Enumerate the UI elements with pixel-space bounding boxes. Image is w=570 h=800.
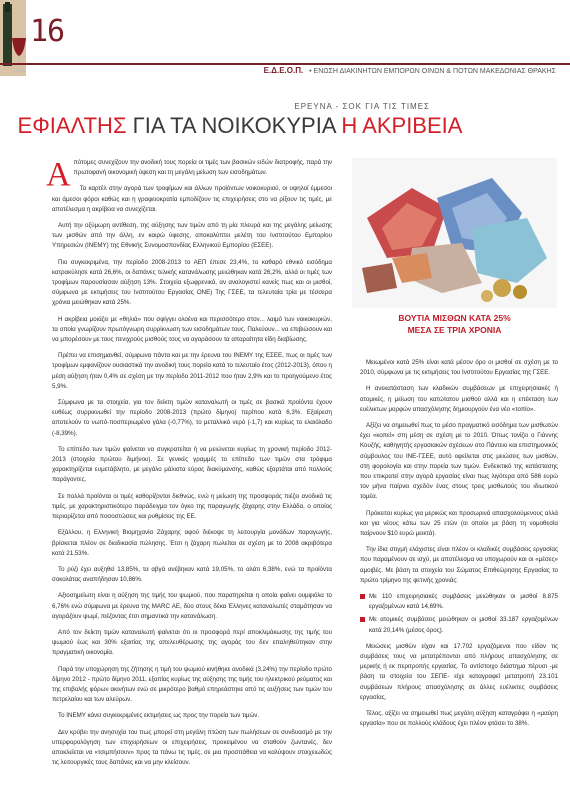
paragraph: Παρά την υποχώρηση της ζήτησης η τιμή του ψωμιού κινήθηκε ανοδικά (3,24%) την περίοδο πρώτο δίμηνο 2012 - πρώτο δίμηνο 2011, εξαιτίας κυρίως της αύξησης της τιμής του ηλεκτρικού ρεύματος και της επιβολής φόρων ακινήτων ενώ σε μικρότερο βαθμό επηρεάστηκε από τις αυξήσεις των τιμών του πετρελαίου και των αλεύρων. xyxy=(52,665,332,704)
paragraph: Πρόκειται κυρίως για μερικώς και προσωρινά απασχολούμενους αλλά και για νέους κάτω των 25 ετών (οι οποίοι με βάση τη νομοθεσία παίρνουν $10 ευρώ μεικτά). xyxy=(360,509,558,538)
paragraph: Από τον δείκτη τιμών καταναλωτή φαίνεται ότι οι προσφορά περί αποκλιμάκωσης της τιμής του ψωμιού έως και 30% εξαιτίας της απελευθέρωσης της αγοράς του δεν επαληθεύτηκαν στην πραγματική οικονομία. xyxy=(52,628,332,657)
page-header xyxy=(0,0,570,80)
paragraph: Το ΙΝΕΜΥ κάνει συγκεκριμένες εκτιμήσεις ως προς την πορεία των τιμών. xyxy=(58,712,260,720)
paragraph: Η ανεκατάσταση των κλαδικών συμβάσεων με επιχειρησιακές ή ατομικές, η μείωση του κατώτατου μισθού αλλά και η επέκταση των ευέλικτων μορφών απασχόλησης δημιουργούν ένα νέο «τοπίο». xyxy=(360,385,558,413)
paragraph: Εξάλλου, η Ελληνική Βιομηχανία Ζάχαρης αφού διέκοψε τη λειτουργία μονάδων παραγωγής, βρίσκεται πλέον σε διαδικασία πώλησης. Έτσι η ζάχαρη πωλείται σε σχέση με το 2008 ακριβότερα κατά 21,53%. xyxy=(52,529,332,557)
caption-line-1: ΒΟΥΤΙΑ ΜΙΣΘΩΝ ΚΑΤΑ 25% xyxy=(398,313,511,323)
header-divider xyxy=(0,63,570,65)
paragraph: Αυτή την οξύμωρη αντίθεση, της αύξησης των τιμών από τη μία πλευρά και της μεγάλης μείωσης των μισθών από την άλλη, εν καιρώ ύφεσης, αποκαλύπτει μελέτη του Ινστιτούτου Εμπορίου Υπηρεσιών (ΙΝΕΜΥ) της Εθνικής Συνομοσπονδίας Ελληνικού Εμπορίου (ΕΣΕΕ). xyxy=(52,222,332,250)
headline-part-1: ΕΦΙΑΛΤΗΣ xyxy=(17,113,127,138)
page-number: 16 xyxy=(30,14,65,49)
paragraph: Την ίδια στιγμή ελάχιστες είναι πλέον οι κλαδικές συμβάσεις εργασίας που παραμένουν σε ισχύ, με αποτέλεσμα να υποχωρούν και οι «μέσες» αμοιβές. Με βάση τα στοιχεία του Σώματος Επιθεώρησης Εργασίας το πρώτο τρίμηνο της φετινής χρονιάς: xyxy=(360,546,558,584)
headline-part-2: ΓΙΑ ΤΑ ΝΟΙΚΟΚΥΡΙΑ xyxy=(126,113,342,138)
drop-cap: Α xyxy=(46,156,71,193)
paragraph: Πιο συγκεκριμένα, την περίοδο 2008-2013 το ΑΕΠ έπεσε 23,4%, το καθαρό εθνικό εισόδημα κατρακύλησε κατά 26,6%, οι δαπάνες τελικής κατανάλωσης μειώθηκαν κατά 26,2%, αλλά οι τιμές των τροφίμων παρουσίασαν αύξηση 13%. Στοιχεία εξωφρενικά, αν αναλογιστεί κανείς πως και οι μισθοί, σύμφωνα με εκτιμήσεις του Ινστιτούτου Εργασίας ΟΝΕ) Της ΓΣΕΕ, τα τελευταία τρία με τέσσερα χρόνια μειώθηκαν κατά 25%. xyxy=(52,258,332,307)
headline-part-3: Η ΑΚΡΙΒΕΙΑ xyxy=(341,113,463,138)
article-left-column xyxy=(46,156,332,774)
paragraph: Αξίζει να σημειωθεί πως το μέσο πραγματικό εισόδημα των μισθωτών έχει «κοπεί» στη μέση σε σχέση με το 2010. Όπως τονίζει ο Γιάννης Κουζής, καθηγητής εργασιακών σχέσεων στο Πάντειο και επιστημονικός σύμβουλος του ΙΝΕ-ΓΣΕΕ, αυτό οφείλεται στις μειώσεις των μισθών, στη φορολογία και στην πορεία των τιμών. Ενδεικτικό της κατάστασης που επικρατεί στην αγορά εργασίας είναι πως λιγότερα από 586 ευρώ τον μήνα παίρνει σχεδόν ένας στους τρεις μισθωτούς του ιδιωτικού τομέα. xyxy=(360,422,558,501)
article-headline xyxy=(0,112,480,140)
publication-info xyxy=(264,66,556,75)
paragraph: Σε πολλά προϊόντα οι τιμές καθορίζονται διεθνώς, ενώ η μείωση της προσφοράς πιέζει ανοδικά τις τιμές, με χαρακτηριστικότερο παράδειγμα τον όγκο της παραγωγής ζάχαρης στην Ελλάδα, ο οποίος περιορίζεται από ποσοστώσεις και ρυθμίσεις της ΕΕ. xyxy=(52,492,332,521)
paragraph: Τέλος, αξίζει να σημειωθεί πως μεγάλη αύξηση καταγράφει η «μαύρη εργασία» που σε πολλούς κλάδους έχει πλέον φτάσει το 38%. xyxy=(360,710,558,728)
paragraph: Αξιοσημείωτη είναι η αύξηση της τιμής του ψωμιού, που παρατηρείται η οποία φαίνει ουμφιόλα το 6,76% ενώ σύμφωνα με έρευνα της MARC ΑΕ, δύο στους δέκα Έλληνες καταναλωτές σταμάτησαν να αγοράζουν ψωμί, πιέζοντας έτσι σημαντικά την κατανάλωση. xyxy=(52,592,332,620)
paragraph: Τα καρτέλ στην αγορά των τροφίμων και άλλων προϊόντων νοικοκυριού, οι υψηλοί έμμεσοι και άμεσοι φόροι καθώς και η γραφειοκρατία εμποδίζουν τις επιχειρήσεις στο να ρίξουν τις τιμές, με αποτέλεσμα η ακρίβεια να συνεχίζεται. xyxy=(52,185,332,213)
bullet-item: Με 110 επιχειρησιακές συμβάσεις μειώθηκαν οι μισθοί 8.875 εργαζομένων κατά 14,69%. xyxy=(360,592,558,612)
article-kicker: ΕΡΕΥΝΑ - ΣΟΚ ΓΙΑ ΤΙΣ ΤΙΜΕΣ xyxy=(294,102,430,111)
paragraph: Πρέπει να επισημανθεί, σύμφωνα πάντα και με την έρευνα του ΙΝΕΜΥ της ΕΣΕΕ, πως οι τιμές των τροφίμων εμφανίζουν ουσιαστικά την ανοδική τους πορεία κατά το τελευταίο έτος (2012-2013), όπου η μέση αύξηση ήταν 0,4% σε σχέση με την περίοδο 2011-2012 που ήταν 2,9% και το προηγούμενο έτος 5,9%. xyxy=(52,352,332,390)
paragraph: Σύμφωνα με τα στοιχεία, για τον δείκτη τιμών καταναλωτή οι τιμές σε βασικά προϊόντα έχουν ευθέως συρρικνωθεί την περίοδο 2008-2013 (πρώτο δίμηνο) περίπου κατά 6,3%. Εξαίρεση αποτελούν το νωπό-ποσπεριωμένο γάλα (-0,77%), το μεταλλικό νερό (-1,7) και κυρίως το ελαιόλαδο (-8,39%). xyxy=(52,399,332,437)
org-abbreviation: Ε.Δ.Ε.Ο.Π. xyxy=(263,66,304,75)
caption-line-2: ΜΕΣΑ ΣΕ ΤΡΙΑ ΧΡΟΝΙΑ xyxy=(407,325,502,335)
paragraph: Μειώσεις μισθών είχαν και 17.702 εργαζόμενοι που είδαν τις συμβάσεις τους να μετατρέπονται από πλήρους απασχόλησης σε μερικής ή εκ περιτροπής εργασίας. Το αντίστοιχο διάστημα πέρυσι -με βάση τα στοιχεία του ΣΕΠΕ- είχε καταγραφεί μετατροπή 23.101 συμβάσεων πλήρους απασχόλησης σε άλλες ευέλικτες συμβάσεις εργασίας. xyxy=(360,642,558,701)
paragraph: Το ρύζι έχει αυξηθεί 13,85%, τα αβγά ανέβηκαν κατά 19,05%, το αλάτι 6,38%, ενώ τα προϊόντα σοκολάτας αναπήδησαν 10,86%. xyxy=(52,565,332,584)
bullet-item: Με ατομικές συμβάσεις μειώθηκαν οι μισθοί 33.187 εργαζομένων κατά 20,14% (μέσος όρος). xyxy=(360,615,558,635)
paragraph: Απότομες συνεχίζουν την ανοδική τους πορεία οι τιμές των βασικών ειδών διατροφής, παρά την πρωτοφανή οικονομική ύφεση και τη μεγάλη μείωση των εισοδημάτων. xyxy=(46,156,332,193)
paragraph: Μειωμένοι κατά 25% είναι κατά μέσον όρο οι μισθοί σε σχέση με το 2010, σύμφωνα με τις εκτιμήσεις του Ινστιτούτου Εργασίας της ΓΣΕΕ. xyxy=(360,359,558,377)
paragraph: Η ακρίβεια μοιάζει με «θηλιά» που σφίγγει ολοένα και περισσότερο στον... λαιμό των νοικοκυριών, τα οποία γνωρίζουν πρωτόγνωρη συρρίκνωση των εισοδημάτων τους. Παλεύουν... να επιβιώσουν και να μπορέσουν με τους πενιχρούς μισθούς τους να αγοράσουν τα απαραίτητα είδη διαβίωσης. xyxy=(52,315,332,344)
paragraph: Δεν κρύβει την ανησυχία του πως μπορεί στη μεγάλη πτώση των πωλήσεων σε συνδυασμό με την υπερφορολόγηση των επιχειρήσεων οι επιχειρήσεις, προκειμένου να σταθούν ζωντανές, δεν αποκλείεται να «τσιμπήσουν» προς τα πάνω τις τιμές, σε μια προσπάθεια να καλύψουν στοιχειωδώς τις λειτουργικές τους δαπάνες και να μην κλείσουν. xyxy=(52,728,332,767)
article-right-column xyxy=(360,358,558,736)
bullet-list xyxy=(360,592,558,636)
crumpled-banknotes-photo xyxy=(352,158,557,308)
paragraph: Το επίπεδο των τιμών φαίνεται να συγκρατείται ή να μειώνεται κυρίως τη χρονική περίοδο 2012-2013 (στοιχεία πρώτου διμήνου). Σε γενικές γραμμές το επίπεδο των τιμών στα τρόφιμα χαρακτηρίζεται ευμετάβλητο, με μεγάλο μάλιστα εύρος διακύμανσης, καθώς εξαρτάται από πολλούς παράγοντες. xyxy=(52,445,332,484)
org-full-name: • ΕΝΩΣΗ ΔΙΑΚΙΝΗΤΩΝ ΕΜΠΟΡΩΝ ΟΙΝΩΝ & ΠΟΤΩΝ ΜΑΚΕΔΟΝΙΑΣ ΘΡΑΚΗΣ xyxy=(309,68,556,75)
photo-caption xyxy=(352,312,557,336)
